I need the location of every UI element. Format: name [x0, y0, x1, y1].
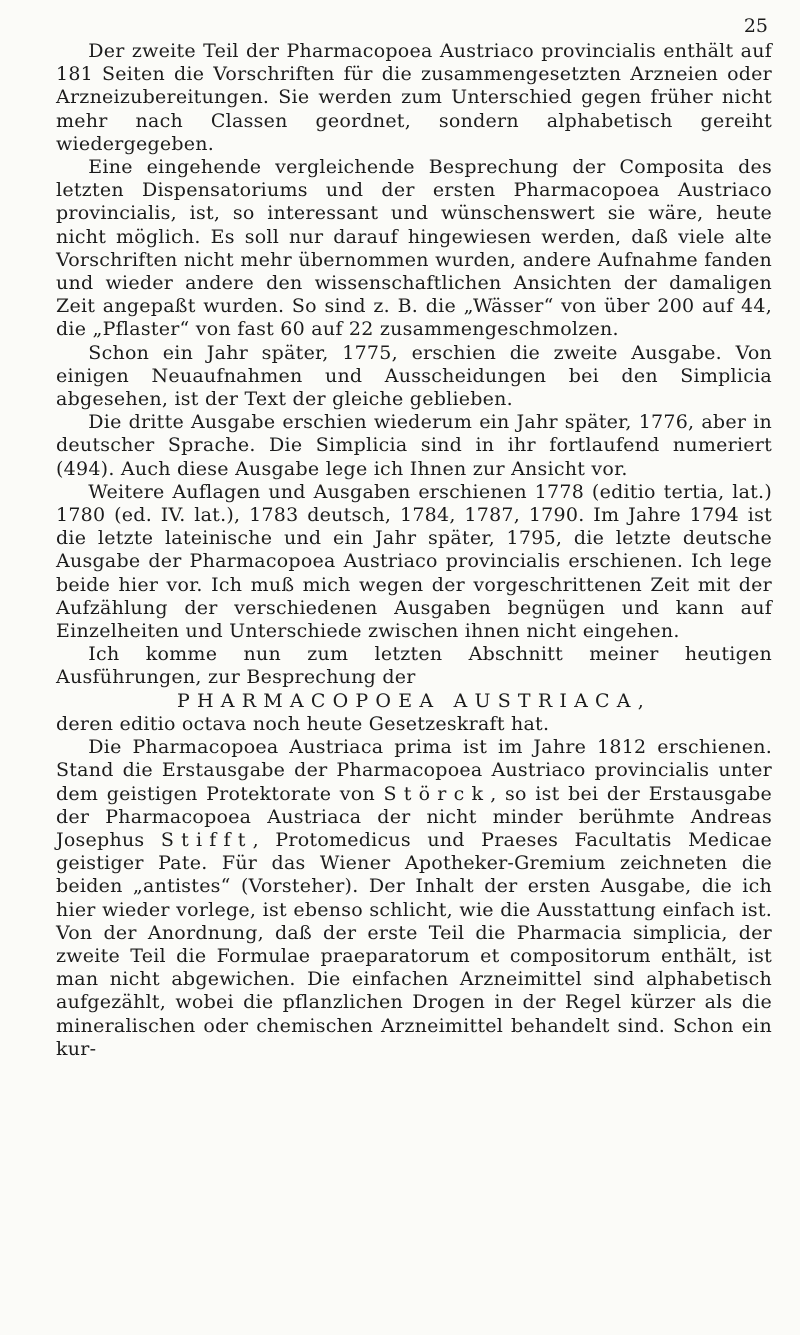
paragraph-2: Eine eingehende vergleichende Besprechung der Composita des letzten Dispensatoriums und der ersten Pharmacopoea Austriaco provincialis, ist, so interessant und wünschenswert sie wäre, heute nicht möglich. Es soll nur darauf hingewiesen werden, daß viele alte Vorschriften nicht mehr übernommen wurden, andere Aufnahme fanden und wieder andere den wissenschaftlichen Ansichten der damaligen Zeit angepaßt wurden. So sind z. B. die „Wässer“ von über 200 auf 44, die „Pflaster“ von fast 60 auf 22 zusammengeschmolzen.	[56, 156, 772, 341]
paragraph-4: Die dritte Ausgabe erschien wiederum ein Jahr später, 1776, aber in deutscher Sprache. Die Simplicia sind in ihr fortlaufend numeriert (494). Auch diese Ausgabe lege ich Ihnen zur Ansicht vor.	[56, 411, 772, 480]
paragraph-7-part-c: , Protomedicus und Praeses Facultatis Medicae geistiger Pate. Für das Wiener Apotheker-Gremium zeichneten die beiden „antistes“ (Vorsteher). Der Inhalt der ersten Ausgabe, die ich hier wieder vorlege, ist ebenso schlicht, wie die Ausstattung einfach ist. Von der Anordnung, daß der erste Teil die Pharmacia simplicia, der zweite Teil die Formulae praeparatorum et compositorum enthält, ist man nicht abgewichen. Die einfachen Arzneimittel sind alphabetisch aufgezählt, wobei die pflanzlichen Drogen in der Regel kürzer als die mineralischen oder chemischen Arzneimittel behandelt sind. Schon ein kur-	[56, 828, 772, 1060]
page-number: 25	[743, 15, 768, 37]
paragraph-6-continuation: deren editio octava noch heute Gesetzeskraft hat.	[56, 712, 550, 735]
paragraph-7-part-a: Die Pharmacopoea Austriaca prima ist im Jahre 1812 erschienen. Stand die Erstausgabe der Pharmacopoea Austriaco provincialis unter dem geistigen Protektorate von	[56, 736, 772, 805]
section-heading: PHARMACOPOEA AUSTRIACA,	[177, 689, 651, 712]
paragraph-7-part-b: , so ist bei der Erstausgabe der Pharmacopoea Austriaca der nicht minder berühmte Andreas Josephus	[56, 782, 772, 851]
paragraph-3: Schon ein Jahr später, 1775, erschien die zweite Ausgabe. Von einigen Neuaufnahmen und Ausscheidungen bei den Simplicia abgesehen, ist der Text der gleiche geblieben.	[56, 341, 772, 411]
section-heading-wrapper	[56, 690, 772, 713]
paragraph-6: Ich komme nun zum letzten Abschnitt meiner heutigen Ausführungen, zur Besprechung der	[56, 643, 772, 689]
paragraph-7	[56, 736, 772, 1061]
paragraph-1: Der zweite Teil der Pharmacopoea Austriaco provincialis enthält auf 181 Seiten die Vorschriften für die zusammengesetzten Arzneien oder Arzneizubereitungen. Sie werden zum Unterschied gegen früher nicht mehr nach Classen geordnet, sondern alphabetisch gereiht wiedergegeben.	[56, 40, 772, 155]
paragraph-5: Weitere Auflagen und Ausgaben erschienen 1778 (editio tertia, lat.) 1780 (ed. IV. lat.), 1783 deutsch, 1784, 1787, 1790. Im Jahre 1794 ist die letzte lateinische und ein Jahr später, 1795, die letzte deutsche Ausgabe der Pharmacopoea Austriaco provincialis erschienen. Ich lege beide hier vor. Ich muß mich wegen der vorgeschrittenen Zeit mit der Aufzählung der verschiedenen Ausgaben begnügen und kann auf Einzelheiten und Unterschiede zwischen ihnen nicht eingehen.	[56, 480, 772, 643]
person-name-stifft: Stifft	[160, 828, 253, 851]
body-text	[56, 40, 772, 1061]
person-name-stoerck: Störck	[383, 782, 491, 805]
